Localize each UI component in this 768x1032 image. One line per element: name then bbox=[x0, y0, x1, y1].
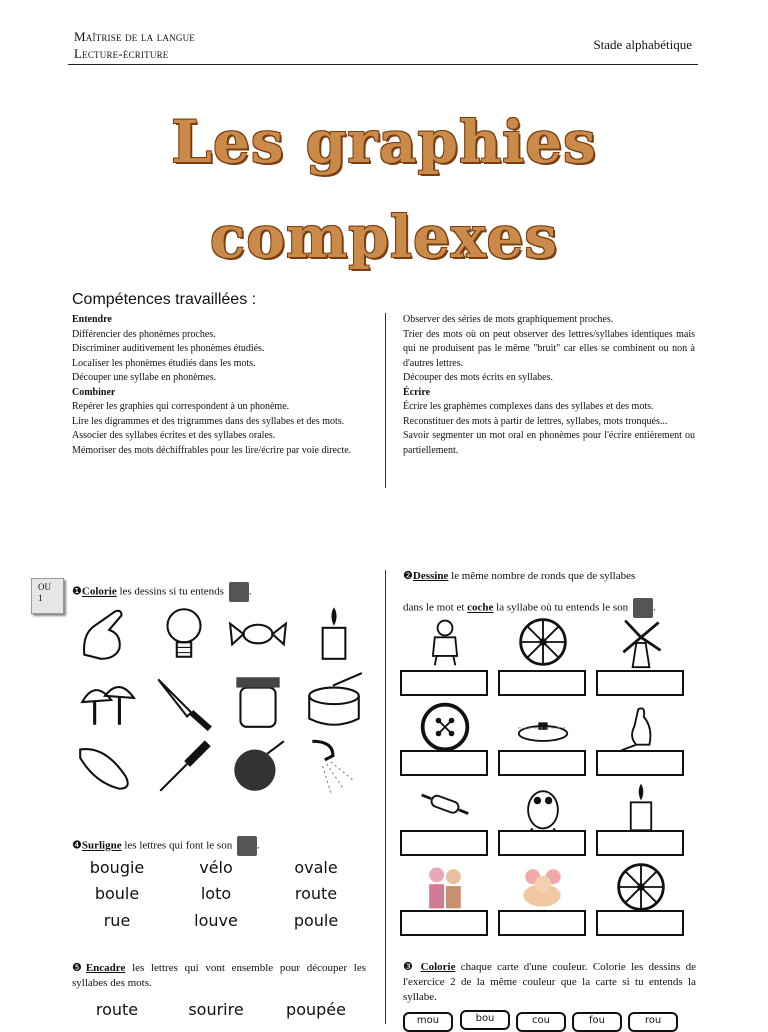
candle-icon[interactable] bbox=[302, 602, 366, 664]
syllable-answer-box[interactable] bbox=[596, 750, 684, 776]
rolling-pin-icon[interactable] bbox=[414, 780, 476, 834]
exercise1-instruction: ❶Colorie les dessins si tu entends . bbox=[72, 582, 372, 602]
competences-left-column bbox=[72, 313, 364, 458]
page-title-line2: complexes bbox=[210, 203, 558, 271]
syllable-answer-box[interactable] bbox=[596, 910, 684, 936]
windmill-icon[interactable] bbox=[610, 615, 672, 669]
column-divider bbox=[385, 313, 386, 488]
mouse-icon[interactable] bbox=[512, 860, 574, 914]
exercise4-instruction: ❹Surligne les lettres qui font le son . bbox=[72, 836, 372, 856]
word-item[interactable]: route bbox=[294, 884, 338, 903]
word-item[interactable]: sourire bbox=[188, 1000, 244, 1019]
competence-item: Combiner bbox=[72, 386, 116, 398]
competence-item: Découper une syllabe en phonèmes. bbox=[72, 372, 217, 383]
owl-icon[interactable] bbox=[512, 780, 574, 834]
syllable-card[interactable]: bou bbox=[460, 1010, 510, 1030]
lightbulb-icon[interactable] bbox=[152, 602, 216, 664]
mushroom-icon[interactable] bbox=[74, 670, 138, 732]
candy-icon[interactable] bbox=[226, 602, 290, 664]
competence-item: Écrire bbox=[403, 386, 431, 398]
kangaroo-icon[interactable] bbox=[610, 700, 672, 754]
competence-item: Discriminer auditivement les phonèmes étudiés. bbox=[72, 343, 265, 354]
syllable-card[interactable]: cou bbox=[516, 1012, 566, 1032]
sound-tag: OU 1 bbox=[31, 578, 64, 614]
exercise-column-divider bbox=[385, 570, 386, 1024]
sound-symbol-icon bbox=[229, 582, 249, 602]
competence-item: Trier des mots où on peut observer des lettres/syllabes identiques mais qui ne produisent pas le même "bruit" car elles se combinent ou non à d'autres lettres. bbox=[403, 328, 695, 369]
syllable-answer-box[interactable] bbox=[498, 670, 586, 696]
syllable-answer-box[interactable] bbox=[498, 830, 586, 856]
syllable-answer-box[interactable] bbox=[498, 910, 586, 936]
finger-icon[interactable] bbox=[74, 602, 138, 664]
competence-item: Entendre bbox=[72, 314, 112, 325]
knife-icon[interactable] bbox=[152, 670, 216, 732]
header-left bbox=[74, 28, 195, 62]
competence-item: Associer des syllabes écrites et des syllabes orales. bbox=[72, 430, 276, 441]
candle-icon[interactable] bbox=[610, 780, 672, 834]
syllable-answer-box[interactable] bbox=[400, 750, 488, 776]
word-item[interactable]: poupée bbox=[286, 1000, 346, 1019]
jam-jar-icon[interactable] bbox=[226, 670, 290, 732]
word-item[interactable]: louve bbox=[194, 911, 238, 930]
drum-icon[interactable] bbox=[302, 670, 366, 732]
syllable-card[interactable]: fou bbox=[572, 1012, 622, 1032]
word-item[interactable]: ovale bbox=[294, 858, 338, 877]
word-item[interactable]: boule bbox=[94, 884, 140, 903]
wheel-icon[interactable] bbox=[512, 615, 574, 669]
syllable-answer-box[interactable] bbox=[596, 670, 684, 696]
exercise2-instruction: ❷Dessine le même nombre de ronds que de syllabes dans le mot et coche la syllabe où tu entends le son . bbox=[403, 569, 698, 618]
doll-icon[interactable] bbox=[414, 615, 476, 669]
competence-item: Découper des mots écrits en syllabes. bbox=[403, 372, 553, 383]
word-item[interactable]: rue bbox=[103, 911, 131, 930]
submarine-icon[interactable] bbox=[512, 700, 574, 754]
competence-item: Lire les digrammes et des trigrammes dans des syllabes et des mots. bbox=[72, 415, 345, 427]
header-stage: Stade alphabétique bbox=[593, 37, 692, 52]
competence-item: Reconstituer des mots à partir de lettres, syllabes, mots tronqués... bbox=[403, 415, 668, 427]
button-icon[interactable] bbox=[414, 700, 476, 754]
shower-icon[interactable] bbox=[302, 734, 366, 796]
header-domain: Lecture-écriture bbox=[74, 46, 169, 61]
exercise3-instruction: ❸ Colorie chaque carte d'une couleur. Colorie les dessins de l'exercice 2 de la même couleur que la carte si tu entends la syllabe. bbox=[403, 961, 696, 1003]
syllable-answer-box[interactable] bbox=[400, 910, 488, 936]
competence-item: Observer des séries de mots graphiquement proches. bbox=[403, 314, 614, 325]
word-item[interactable]: vélo bbox=[199, 858, 233, 877]
word-item[interactable]: bougie bbox=[89, 858, 145, 877]
screwdriver-icon[interactable] bbox=[152, 734, 216, 796]
wheel-icon[interactable] bbox=[610, 860, 672, 914]
exercise5-instruction: ❺Encadre les lettres qui vont ensemble pour découper les syllabes des mots. bbox=[72, 962, 366, 989]
competence-item: Savoir segmenter un mot oral en phonèmes pour l'écrire entièrement ou partiellement. bbox=[403, 430, 695, 456]
dolls-icon[interactable] bbox=[414, 860, 476, 914]
sound-symbol-icon bbox=[237, 836, 257, 856]
word-item[interactable]: loto bbox=[200, 884, 232, 903]
header-divider bbox=[68, 64, 698, 65]
cucumber-icon[interactable] bbox=[74, 734, 138, 796]
word-item[interactable]: poule bbox=[293, 911, 339, 930]
competence-item: Écrire les graphèmes complexes dans des syllabes et des mots. bbox=[403, 401, 654, 412]
competence-item: Mémoriser des mots déchiffrables pour les lire/écrire par voie directe. bbox=[72, 444, 352, 456]
competences-right-column bbox=[403, 313, 695, 458]
header-subject: Maîtrise de la langue bbox=[74, 29, 195, 44]
syllable-card[interactable]: mou bbox=[403, 1012, 453, 1032]
syllable-answer-box[interactable] bbox=[400, 830, 488, 856]
word-item[interactable]: route bbox=[95, 1000, 139, 1019]
competences-heading: Compétences travaillées : bbox=[72, 291, 257, 308]
page-title-line1: Les graphies bbox=[171, 108, 597, 176]
syllable-answer-box[interactable] bbox=[498, 750, 586, 776]
syllable-answer-box[interactable] bbox=[400, 670, 488, 696]
syllable-card[interactable]: rou bbox=[628, 1012, 678, 1032]
competence-item: Repérer les graphies qui correspondent à un phonème. bbox=[72, 401, 290, 412]
competence-item: Différencier des phonèmes proches. bbox=[72, 328, 216, 340]
raspberry-icon[interactable] bbox=[226, 734, 290, 796]
syllable-answer-box[interactable] bbox=[596, 830, 684, 856]
competence-item: Localiser les phonèmes étudiés dans les mots. bbox=[72, 357, 256, 369]
